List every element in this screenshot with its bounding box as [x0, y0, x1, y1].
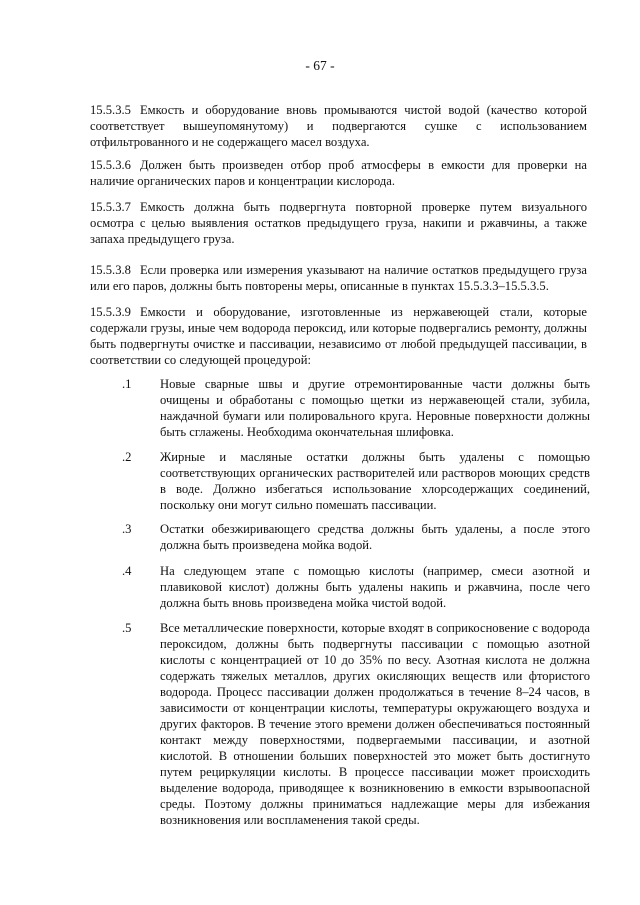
list-item-text: Все металлические поверхности, которые входят в соприкосновение с водорода пероксидом, должны быть подвергнуты пассивации с помощью азотной кислоты с концентрацией от 10 до 35% по весу. Азотная кислота не должна содержать тяжелых металлов, других окисляющих веществ или фтористого водорода. Процесс пассивации должен продолжаться в течение 8–24 часов, в зависимости от концентрации кислоты, температуры окружающего воздуха и других факторов. В течение этого времени должен обеспечиваться постоянный контакт между поверхностями, подвергаемыми пассивации, и азотной кислотой. В отношении больших поверхностей это может быть достигнуто путем рециркуляции кислоты. В процессе пассивации может происходить выделение водорода, приводящее к возникновению в емкости взрывоопасной среды. Поэтому должны приниматься надлежащие меры для избежания возникновения или воспламенения такой среды. — [160, 621, 590, 827]
paragraph-text: Емкость и оборудование вновь промываются чистой водой (качество которой соответствует вышеупомянутому) и подвергаются сушке с использованием отфильтрованного и не содержащего масел воздуха. — [90, 103, 587, 149]
paragraph-text: Емкости и оборудование, изготовленные из нержавеющей стали, которые содержали грузы, иные чем водорода пероксид, или которые подвергались ремонту, должны быть подвергнуты очистке и пассивации, независимо от любой предыдущей пассивации, в соответствии со следующей процедурой: — [90, 305, 587, 367]
list-item-text: На следующем этапе с помощью кислоты (например, смеси азотной и плавиковой кислот) должны быть удалены накипь и ржавчина, после чего должна быть вновь произведена мойка чистой водой. — [160, 564, 590, 610]
paragraph-text: Емкость должна быть подвергнута повторной проверке путем визуального осмотра с целью выявления остатков предыдущего груза, накипи и ржавчины, а также запаха предыдущего груза. — [90, 200, 587, 246]
paragraph-15-5-3-6 — [90, 157, 587, 189]
list-item-text: Жирные и масляные остатки должны быть удалены с помощью соответствующих органических растворителей или растворов моющих средств в воде. Должно избегаться использование хлорсодержащих соединений, поскольку они могут сильно помешать пассивации. — [160, 450, 590, 512]
paragraph-number: 15.5.3.5 — [90, 103, 131, 117]
paragraph-15-5-3-5 — [90, 102, 587, 150]
paragraph-15-5-3-7 — [90, 199, 587, 247]
page-number: - 67 - — [305, 58, 335, 73]
list-item-number: .5 — [122, 621, 132, 635]
list-item-number: .2 — [122, 450, 132, 464]
list-item-text: Новые сварные швы и другие отремонтированные части должны быть очищены и обработаны с помощью щетки из нержавеющей стали, зубила, наждачной бумаги или полировального круга. Неровные поверхности должны быть сглажены. Необходима окончательная шлифовка. — [160, 377, 590, 439]
paragraph-15-5-3-8 — [90, 262, 587, 294]
paragraph-number: 15.5.3.9 — [90, 305, 131, 319]
paragraph-number: 15.5.3.7 — [90, 200, 131, 214]
paragraph-number: 15.5.3.6 — [90, 158, 131, 172]
list-item-number: .1 — [122, 377, 132, 391]
paragraph-text: Должен быть произведен отбор проб атмосферы в емкости для проверки на наличие органических паров и концентрации кислорода. — [90, 158, 587, 188]
paragraph-15-5-3-9 — [90, 304, 587, 368]
paragraph-text: Если проверка или измерения указывают на наличие остатков предыдущего груза или его паров, должны быть повторены меры, описанные в пунктах 15.5.3.3–15.5.3.5. — [90, 263, 587, 293]
list-item-number: .3 — [122, 522, 132, 536]
list-item-text: Остатки обезжиривающего средства должны быть удалены, а после этого должна быть произведена мойка водой. — [160, 522, 590, 552]
list-item-number: .4 — [122, 564, 132, 578]
paragraph-number: 15.5.3.8 — [90, 263, 131, 277]
